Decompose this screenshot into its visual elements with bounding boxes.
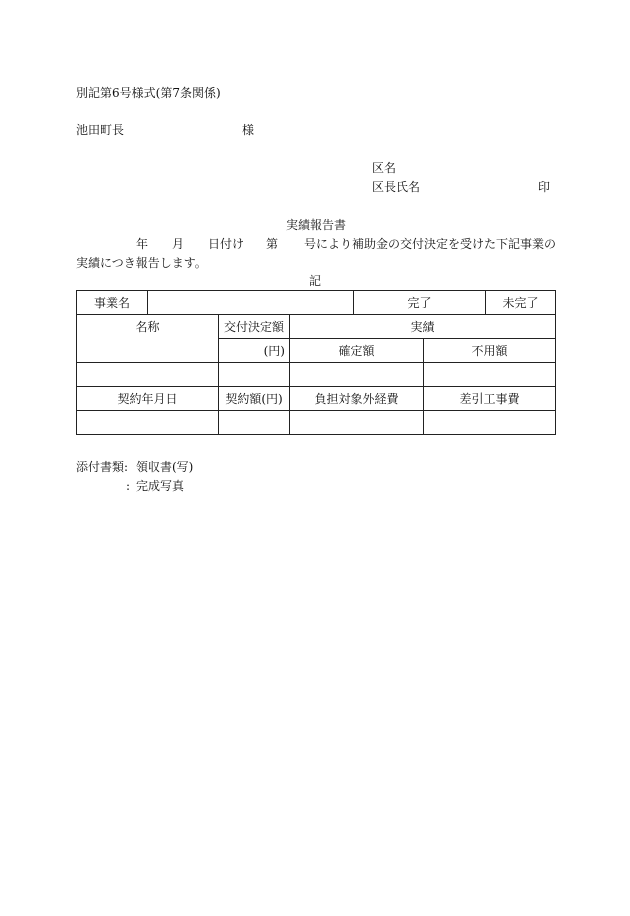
complete-option[interactable]: 完了 [354, 291, 486, 315]
body-line2: 実績につき報告します。 [76, 256, 207, 270]
attachment-photos: 完成写真 [136, 479, 185, 493]
form-label: 別記第6号様式(第7条関係) [76, 86, 221, 100]
report-table [76, 290, 556, 435]
name-header: 名称 [77, 315, 219, 363]
confirmed-amount-header: 確定額 [290, 339, 424, 363]
results-header: 実績 [290, 315, 556, 339]
unused-amount-header: 不用額 [424, 339, 556, 363]
body-year: 年 [136, 237, 149, 251]
contract-date-header: 契約年月日 [77, 387, 219, 411]
contract-amount-header: 契約額(円) [219, 387, 290, 411]
attachment-receipt: 領収書(写) [136, 460, 194, 474]
data-row-1 [77, 363, 556, 387]
grant-amount-cell[interactable] [219, 363, 290, 387]
document-title: 実績報告書 [286, 218, 347, 232]
net-construction-cost-header: 差引工事費 [424, 387, 556, 411]
district-label: 区名 [372, 161, 397, 175]
header-row-1 [77, 315, 556, 339]
project-name-field[interactable] [148, 291, 354, 315]
body-number-prefix: 第 [266, 237, 279, 251]
grant-amount-header: 交付決定額 [219, 315, 290, 339]
name-cell[interactable] [77, 363, 219, 387]
addressee-honorific: 様 [242, 123, 255, 137]
project-name-label: 事業名 [77, 291, 148, 315]
seal-mark: 印 [538, 180, 551, 194]
confirmed-amount-cell[interactable] [290, 363, 424, 387]
ki-marker: 記 [309, 274, 322, 288]
addressee-name: 池田町長 [76, 123, 125, 137]
net-construction-cost-cell[interactable] [424, 411, 556, 435]
contract-date-cell[interactable] [77, 411, 219, 435]
header-row-3 [77, 387, 556, 411]
contract-amount-cell[interactable] [219, 411, 290, 435]
chief-name-label: 区長氏名 [372, 180, 421, 194]
incomplete-option[interactable]: 未完了 [486, 291, 556, 315]
body-line1-rest: 号により補助金の交付決定を受けた下記事業の [304, 237, 557, 251]
grant-amount-unit: (円) [219, 339, 290, 363]
unused-amount-cell[interactable] [424, 363, 556, 387]
non-covered-expense-cell[interactable] [290, 411, 424, 435]
attachments-label: 添付書類: [76, 460, 129, 474]
attachment-colon: : [126, 479, 131, 493]
project-row [77, 291, 556, 315]
non-covered-expense-header: 負担対象外経費 [290, 387, 424, 411]
body-month: 月 [172, 237, 185, 251]
data-row-2 [77, 411, 556, 435]
body-day: 日付け [208, 237, 245, 251]
